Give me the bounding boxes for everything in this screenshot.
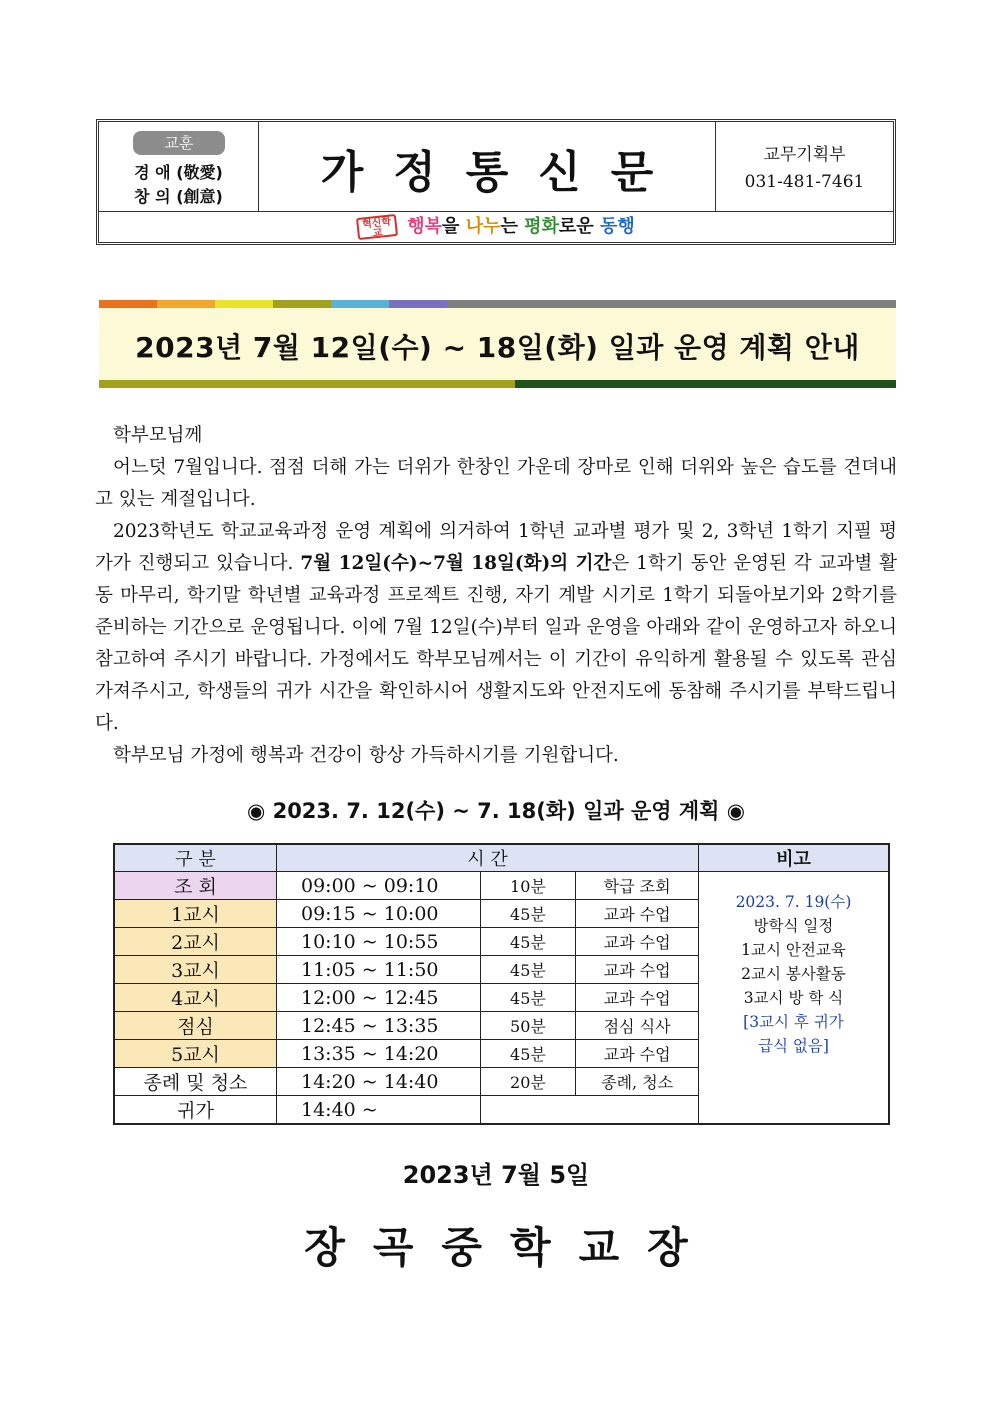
paragraph-2: [95, 516, 897, 740]
note-line: 급식 없음]: [758, 1036, 829, 1055]
row-duration: 45분: [480, 984, 576, 1012]
banner-stripe: [389, 300, 447, 308]
row-time: 13:35 ~ 14:20: [277, 1040, 481, 1068]
department-name: 교무기획부: [763, 145, 846, 165]
row-label: 3교시: [114, 956, 277, 984]
row-label: 1교시: [114, 900, 277, 928]
row-time: 09:00 ~ 09:10: [277, 872, 481, 900]
note-line: 3교시 방 학 식: [743, 988, 844, 1007]
banner-stripe: [99, 300, 157, 308]
banner-stripe: [215, 300, 273, 308]
note-line: 2교시 봉사활동: [741, 964, 846, 983]
row-label: 종례 및 청소: [114, 1068, 277, 1096]
schedule-title: ◉ 2023. 7. 12(수) ~ 7. 18(화) 일과 운영 계획 ◉: [246, 799, 746, 823]
row-duration: 45분: [480, 1040, 576, 1068]
newsletter-title: 가정통신문: [320, 147, 684, 198]
table-header-row: [114, 844, 889, 872]
note-date: 2023. 7. 19(수): [735, 892, 852, 911]
banner-bottom-bar-green: [515, 380, 896, 388]
row-duration: [480, 1096, 698, 1125]
stamp-text: 혁신학교: [361, 216, 392, 240]
slogan-row: [99, 212, 893, 242]
row-duration: 10분: [480, 872, 576, 900]
header-top-row: [99, 122, 893, 212]
row-duration: 50분: [480, 1012, 576, 1040]
paragraph-2-part-a: 2023학년도 학교교육과정 운영 계획에 의거하여 1학년 교과별 평가 및 2, 3학년 1학기 지필 평가가 진행되고 있습니다.: [95, 521, 897, 574]
row-activity: 교과 수업: [576, 900, 699, 928]
row-label: 4교시: [114, 984, 277, 1012]
department-cell: [716, 122, 893, 211]
paragraph-1: 어느덧 7월입니다. 점점 더해 가는 더위가 한창인 가운데 장마로 인해 더위와 높은 습도를 견뎌내고 있는 계절입니다.: [95, 457, 897, 510]
row-label: 귀가: [114, 1096, 277, 1125]
row-time: 12:45 ~ 13:35: [277, 1012, 481, 1040]
row-time: 11:05 ~ 11:50: [277, 956, 481, 984]
slogan-particle: 는: [500, 216, 525, 237]
row-activity: 교과 수업: [576, 956, 699, 984]
header-time: 시 간: [277, 844, 699, 872]
note-line: 방학식 일정: [753, 916, 834, 935]
slogan-particle: 을: [442, 216, 466, 237]
slogan-word-peace: 평화: [524, 216, 559, 237]
newsletter-header: [96, 119, 896, 245]
motto-line-2: 창 의 (創意): [134, 187, 223, 206]
issue-date: 2023년 7월 5일: [402, 1161, 590, 1189]
note-line: [3교시 후 귀가: [743, 1012, 844, 1031]
slogan-particle: 로운: [558, 216, 600, 237]
row-activity: 종례, 청소: [576, 1068, 699, 1096]
paragraph-3: 학부모님 가정에 행복과 건강이 항상 가득하시기를 기원합니다.: [113, 745, 619, 766]
principal-signature: 장곡중학교장: [304, 1223, 716, 1272]
banner-bottom-bar-olive: [99, 380, 515, 388]
row-duration: 45분: [480, 928, 576, 956]
row-activity: 교과 수업: [576, 1040, 699, 1068]
row-time: 14:40 ~: [277, 1096, 481, 1125]
row-duration: 45분: [480, 900, 576, 928]
banner-stripe: [447, 300, 896, 308]
department-phone: 031-481-7461: [744, 172, 865, 192]
row-label: 조 회: [114, 872, 277, 900]
row-label: 점심: [114, 1012, 277, 1040]
row-activity: 교과 수업: [576, 928, 699, 956]
highlighted-period: 7월 12일(수)~7월 18일(화)의 기간: [300, 553, 612, 574]
slogan-word-together: 동행: [599, 216, 635, 237]
banner-stripe: [273, 300, 331, 308]
row-time: 12:00 ~ 12:45: [277, 984, 481, 1012]
motto-line-1: 경 애 (敬愛): [134, 163, 223, 182]
motto-badge: 교훈: [133, 131, 225, 155]
row-activity: 점심 식사: [576, 1012, 699, 1040]
notice-banner: [99, 308, 896, 380]
school-motto-cell: [99, 122, 259, 211]
row-time: 09:15 ~ 10:00: [277, 900, 481, 928]
row-duration: 45분: [480, 956, 576, 984]
row-duration: 20분: [480, 1068, 576, 1096]
header-note: 비고: [698, 844, 889, 872]
note-cell: [698, 872, 889, 1125]
banner-stripe: [157, 300, 215, 308]
innovation-school-stamp-icon: [356, 214, 398, 240]
slogan-word-share: 나누: [465, 216, 501, 237]
paragraph-2-part-b: 은 1학기 동안 운영된 각 교과별 활동 마무리, 학기말 학년별 교육과정 프로젝트 진행, 자기 계발 시기로 1학기 되돌아보기와 2학기를 준비하는 기간으로 운영됩니다. 이에 7월 12일(수)부터 일과 운영을 아래와 같이 운영하고자 하오니 참고하여 주시기 바랍니다. 가정에서도 학부모님께서는 이 기간이 유익하게 활용될 수 있도록 관심 가져주시고, 학생들의 귀가 시간을 확인하시어 생활지도와 안전지도에 동참해 주시기를 부탁드립니다.: [95, 553, 897, 734]
row-time: 14:20 ~ 14:40: [277, 1068, 481, 1096]
schedule-table: [113, 843, 890, 1125]
notice-title: 2023년 7월 12일(수) ~ 18일(화) 일과 운영 계획 안내: [135, 331, 860, 364]
row-time: 10:10 ~ 10:55: [277, 928, 481, 956]
note-line: 1교시 안전교육: [741, 940, 846, 959]
banner-stripe: [331, 300, 389, 308]
table-row: [114, 872, 889, 900]
row-activity: 교과 수업: [576, 984, 699, 1012]
title-cell: [259, 122, 716, 211]
row-activity: 학급 조회: [576, 872, 699, 900]
row-label: 2교시: [114, 928, 277, 956]
row-label: 5교시: [114, 1040, 277, 1068]
header-category: 구 분: [114, 844, 277, 872]
letter-body: [95, 420, 897, 772]
slogan-word-happiness: 행복: [407, 216, 443, 237]
salutation: 학부모님께: [113, 425, 203, 446]
